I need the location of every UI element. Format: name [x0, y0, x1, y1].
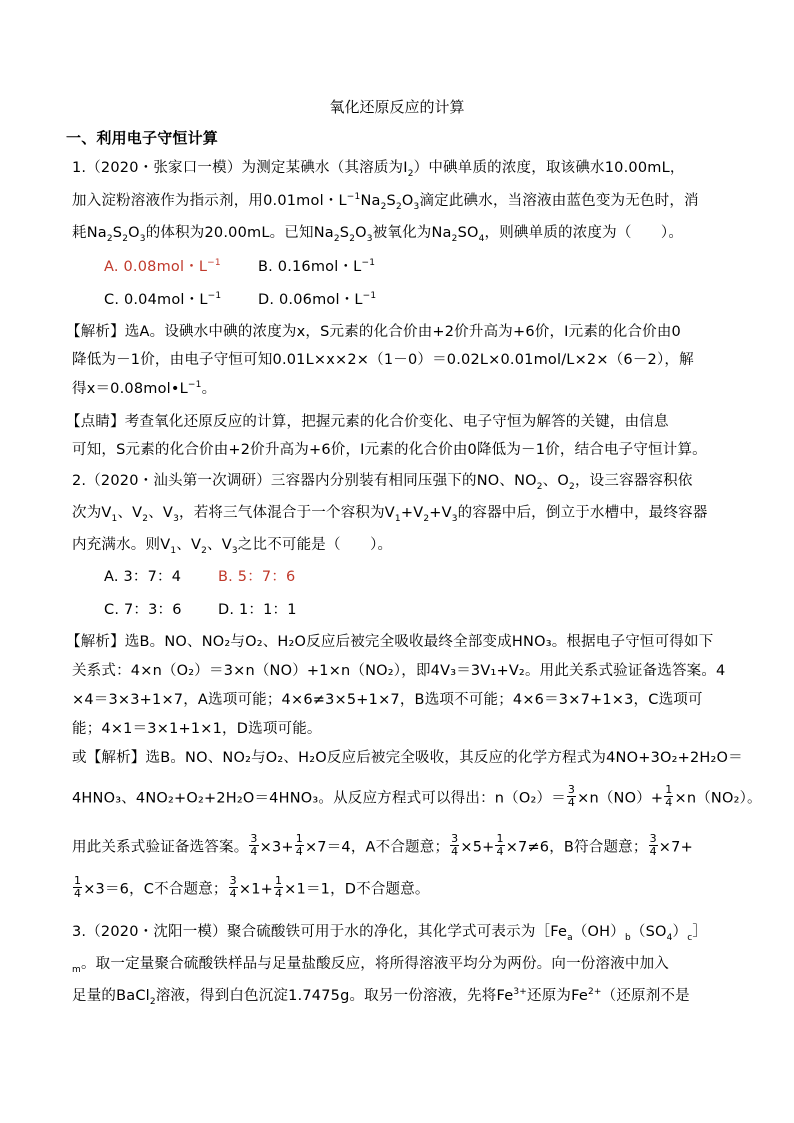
fraction-3-4: $\frac{3}{4}$ [649, 832, 657, 858]
q2-alt-explanation-2: 4HNO₃、4NO₂+O₂+2H₂O＝4HNO₃。从反应方程式可以得出：n（O₂）＝ $\frac{3}{4}$ ×n（NO）+ $\frac{1}{4}$ ×n（NO₂）。 [72, 783, 762, 809]
q1-line-1: 1.（2020・张家口一模）为测定某碘水（其溶质为$I_2$）中碘单质的浓度，取该碘水10.00mL， [72, 160, 685, 179]
q2-option-a: A. 3：7：4 [104, 569, 182, 585]
q2-line-2: 次为$V_1$、$V_2$、$V_3$，若将三气体混合于一个容积为$V_1+V_2+V_3$的容器中后，倒立于水槽中，最终容器 [72, 505, 708, 524]
q2-alt-explanation-1: 或【解析】选B。NO、NO₂与O₂、H₂O反应后被完全吸收，其反应的化学方程式为4NO+3O₂+2H₂O＝ [72, 750, 743, 766]
q1-line-3: 耗$Na_2S_2O_3$的体积为20.00mL。已知$Na_2S_2O_3$被氧化为$Na_2SO_4$，则碘单质的浓度为（ ）。 [72, 225, 684, 244]
q1-explanation-2: 降低为－1价，由电子守恒可知0.01L×x×2×（1－0）＝0.02L×0.01mol/L×2×（6－2），解 [72, 352, 694, 368]
q1-option-a: A. 0.08mol・$L^{-1}$ [104, 258, 221, 275]
fraction-3-4: $\frac{3}{4}$ [567, 783, 576, 809]
q2-line-1: 2.（2020・汕头第一次调研）三容器内分别装有相同压强下的NO、$NO_2$、$O_2$，设三容器容积依 [72, 473, 693, 492]
fraction-1-4: $\frac{1}{4}$ [274, 874, 283, 900]
q3-line-3: 足量的BaCl$_2$溶液，得到白色沉淀1.7475g。取另一份溶液，先将$Fe^{3+}$还原为$Fe^{2+}$（还原剂不是 [72, 987, 690, 1007]
q1-explanation-1: 【解析】选A。设碘水中碘的浓度为x，S元素的化合价由+2价升高为+6价，I元素的化合价由0 [66, 324, 681, 340]
q2-option-d: D. 1：1：1 [218, 602, 297, 618]
q1-note-1: 【点睛】考查氧化还原反应的计算，把握元素的化合价变化、电子守恒为解答的关键，由信息 [66, 414, 669, 430]
q1-option-b: B. 0.16mol・$L^{-1}$ [258, 258, 376, 275]
fraction-3-4: $\frac{3}{4}$ [250, 832, 258, 858]
fraction-3-4: $\frac{3}{4}$ [229, 874, 237, 900]
q1-line-2: 加入淀粉溶液作为指示剂，用0.01mol・$L^{-1}Na_2S_2O_3$滴定此碘水，当溶液由蓝色变为无色时，消 [72, 192, 699, 212]
q2-alt-explanation-4: $\frac{1}{4}$ ×3＝6，C不合题意； $\frac{3}{4}$ ×1+ $\frac{1}{4}$ ×1＝1，D不合题意。 [74, 874, 430, 900]
q1-option-c: C. 0.04mol・$L^{-1}$ [104, 291, 222, 308]
q2-explanation-3: ×4＝3×3+1×7，A选项可能；4×6≠3×5+1×7，B选项不可能；4×6＝3×7+1×3，C选项可 [72, 692, 703, 708]
q1-explanation-3: 得$x=0.08mol•L^{-1}$。 [72, 380, 217, 397]
q2-explanation-4: 能；4×1＝3×1+1×1，D选项可能。 [72, 721, 322, 737]
q2-explanation-2: 关系式：4×n（O₂）＝3×n（NO）+1×n（NO₂），即4V₃＝3V₁+V₂。用此关系式验证备选答案。4 [72, 663, 726, 679]
fraction-3-4: $\frac{3}{4}$ [451, 832, 459, 858]
q2-explanation-1: 【解析】选B。NO、NO₂与O₂、H₂O反应后被完全吸收最终全部变成HNO₃。根据电子守恒可得如下 [66, 634, 714, 650]
q1-note-2: 可知，S元素的化合价由+2价升高为+6价，I元素的化合价由0降低为－1价，结合电子守恒计算。 [72, 442, 707, 458]
q2-line-3: 内充满水。则$V_1$、$V_2$、$V_3$之比不可能是（ ）。 [72, 537, 393, 556]
fraction-1-4: $\frac{1}{4}$ [496, 832, 504, 858]
fraction-1-4: $\frac{1}{4}$ [665, 783, 673, 809]
q3-line-2: $_m$。取一定量聚合硫酸铁样品与足量盐酸反应，将所得溶液平均分为两份。向一份溶液中加入 [72, 956, 669, 975]
fraction-1-4: $\frac{1}{4}$ [295, 832, 303, 858]
q2-option-b: B. 5：7：6 [218, 569, 296, 585]
q1-option-d: D. 0.06mol・$L^{-1}$ [258, 291, 377, 308]
fraction-1-4: $\frac{1}{4}$ [74, 874, 82, 900]
q3-line-1: 3.（2020・沈阳一模）聚合硫酸铁可用于水的净化，其化学式可表示为$[Fe_a(OH)_b(SO_4)_c]$ [72, 924, 708, 943]
q2-option-c: C. 7：3：6 [104, 602, 182, 618]
q2-alt-explanation-3: 用此关系式验证备选答案。 $\frac{3}{4}$ ×3+ $\frac{1}{4}$ ×7＝4，A不合题意； $\frac{3}{4}$ ×5+ $\frac{1}{4}$ ×7≠6，B符合题意； $\frac{3}{4}$ ×7+ [72, 832, 693, 858]
section-heading: 一、利用电子守恒计算 [66, 129, 219, 147]
page-title: 氧化还原反应的计算 [329, 98, 465, 116]
